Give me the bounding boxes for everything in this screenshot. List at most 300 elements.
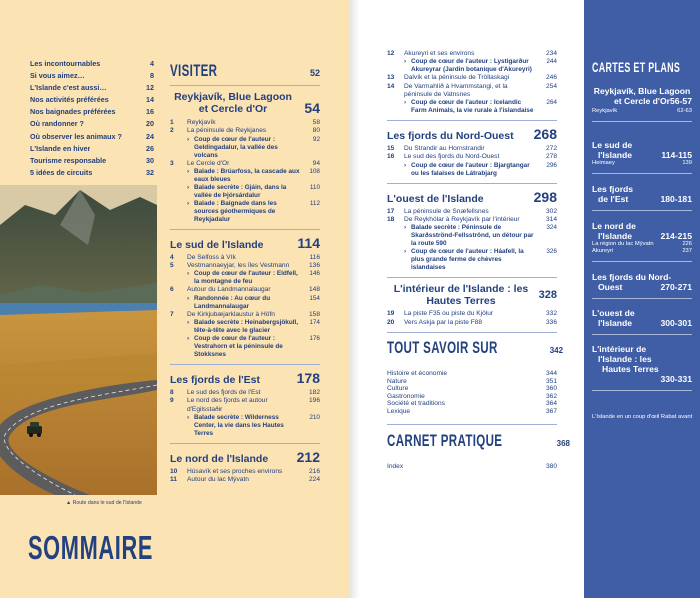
divider	[387, 332, 557, 333]
map-title: l'Islande	[598, 150, 633, 160]
photo-caption: ▲ Route dans le sud de l'Islande	[66, 500, 142, 506]
section-carnet	[387, 430, 570, 471]
map-title: L'intérieur de	[592, 344, 647, 354]
toc-subitem[interactable]	[170, 295, 320, 311]
toc-subitem-page: 244	[546, 58, 557, 66]
toc-item[interactable]	[170, 311, 320, 319]
toc-item-text: Vers Askja par la piste F88	[404, 318, 483, 326]
map-sub-row	[592, 241, 692, 248]
toc-item-text: Autour du Landmannalaugar	[187, 286, 271, 294]
toc-item[interactable]	[387, 216, 557, 224]
toc-item-text: La péninsule de Reykjanes	[187, 127, 267, 135]
toc-item[interactable]	[170, 254, 320, 262]
toc-item-number: 11	[170, 476, 177, 484]
toc-item[interactable]	[387, 153, 557, 161]
toc-subitem-text: Balade secrète : Wilderness Center, la vie dans les Hautes Terres	[194, 413, 284, 437]
intro-list-item[interactable]	[30, 131, 154, 143]
toc-item-page: 360	[545, 385, 557, 393]
intro-item-label: Tourisme responsable	[30, 155, 107, 165]
intro-item-page: 14	[146, 95, 154, 105]
section-list	[170, 119, 320, 224]
toc-item-page: 246	[545, 74, 557, 82]
toc-subitem-text: Randonnée : Au cœur du Landmannalaugar	[194, 294, 271, 310]
toc-item-text: Du Strandir au Hornstrandir	[404, 145, 485, 153]
toc-item-page: 58	[312, 119, 320, 126]
intro-list-item[interactable]	[30, 58, 154, 70]
toc-item[interactable]	[387, 378, 557, 386]
divider	[592, 173, 692, 174]
intro-list-item[interactable]	[30, 118, 154, 130]
toc-item-text: Dalvík et la péninsule de Tröllaskagi	[404, 74, 510, 82]
toc-item-page: 364	[545, 400, 557, 408]
map-title-line	[592, 364, 692, 374]
map-section-ouest	[592, 308, 692, 335]
map-title-row	[592, 318, 692, 328]
intro-list	[30, 58, 154, 179]
map-sub: Heimaey	[592, 160, 615, 166]
map-sub: Reykjavík	[592, 108, 618, 114]
section-list	[387, 463, 557, 471]
toc-subitem-text: Coup de cœur de l'auteur : Icelandic Farm Animals, la vie rurale à l'islandaise	[411, 99, 534, 115]
toc-subitem-page: 324	[546, 224, 557, 232]
toc-item-number: 18	[387, 216, 395, 224]
divider	[592, 121, 692, 122]
toc-item-text: Akureyri et ses environs	[404, 50, 475, 57]
divider	[170, 85, 320, 86]
intro-list-item[interactable]	[30, 106, 154, 118]
map-title: l'Islande	[598, 318, 633, 328]
toc-item-number: 16	[387, 153, 395, 161]
intro-item-page: 4	[150, 59, 154, 68]
toc-item-page: 272	[545, 145, 557, 153]
intro-list-item[interactable]	[30, 82, 154, 94]
toc-subitem-text: Coup de cœur de l'auteur : Háafell, la plus grande ferme de chèvres islandaises	[411, 248, 524, 272]
toc-item-page: 234	[545, 50, 557, 57]
toc-item-text: Le sud des fjords de l'Est	[187, 389, 261, 397]
section-title: Les fjords de l'Est	[170, 374, 261, 387]
section-list	[170, 468, 320, 485]
section-header	[170, 449, 320, 465]
toc-item[interactable]	[387, 370, 557, 378]
toc-item[interactable]	[170, 160, 320, 168]
intro-item-page: 24	[146, 131, 154, 141]
toc-item-text: De Varmahlíð à Hvammstangi, et la péninsule de Vatnsnes	[404, 82, 508, 98]
toc-indent	[387, 99, 404, 115]
toc-subitem-page: 326	[546, 248, 557, 256]
map-pages: 114-115	[661, 150, 692, 160]
maps-band	[584, 0, 700, 598]
toc-item-number: 10	[170, 467, 178, 475]
map-section-nord-ouest	[592, 272, 692, 299]
arrow-icon: ›	[404, 224, 407, 232]
toc-item-page: 182	[308, 389, 320, 397]
map-title: Le nord de	[592, 221, 636, 231]
map-sub-row	[592, 108, 692, 115]
arrow-icon: ›	[187, 413, 190, 421]
map-title: Ouest	[598, 282, 623, 292]
map-title: Reykjavík, Blue Lagoon et Cercle d'Or	[593, 86, 691, 106]
intro-list-item[interactable]	[30, 143, 154, 155]
toc-subitem[interactable]	[170, 184, 320, 200]
map-section-sud	[592, 140, 692, 174]
toc-subitem[interactable]	[170, 200, 320, 224]
toc-subitem[interactable]	[387, 224, 557, 248]
arrow-icon: ›	[187, 183, 190, 191]
intro-list-item[interactable]	[30, 70, 154, 82]
section-list	[170, 254, 320, 359]
arrow-icon: ›	[404, 248, 407, 256]
map-title-line	[592, 140, 692, 150]
toc-item[interactable]	[387, 83, 557, 100]
map-title-line	[592, 184, 692, 194]
map-title-line	[592, 354, 692, 364]
intro-item-label: Les incontournables	[30, 59, 101, 68]
map-section-interieur	[592, 344, 692, 391]
toc-item-text: Lexique	[387, 407, 411, 415]
divider	[387, 424, 557, 425]
toc-subitem-text: Coup de cœur de l'auteur : Lystigarður Akureyrar (Jardin botanique d'Akureyri)	[411, 58, 532, 74]
toc-item-number: 1	[170, 119, 174, 126]
toc-subitem-text: Balade : Brúarfoss, la cascade aux eaux bleues	[194, 167, 300, 183]
arrow-icon: ›	[187, 319, 190, 327]
toc-item-text: De Reykhólar à Reykjavík par l'intérieur	[404, 216, 520, 224]
map-title: l'Islande : les	[598, 354, 652, 364]
map-sub: La région du lac Mývatn	[592, 241, 654, 247]
toc-item[interactable]	[387, 208, 557, 216]
intro-item-label: Si vous aimez…	[30, 71, 85, 81]
toc-item-number: 6	[170, 286, 174, 294]
toc-subitem[interactable]	[387, 99, 557, 115]
section-sud	[170, 235, 320, 359]
toc-item[interactable]	[387, 145, 557, 153]
toc-item-page: 332	[545, 310, 557, 318]
toc-item-text: Index	[387, 462, 404, 470]
arrow-icon: ›	[187, 270, 190, 278]
toc-indent	[170, 184, 187, 200]
toc-indent	[170, 136, 187, 160]
toc-subitem-text: Balade secrète : Gjáin, dans la vallée de Þjórsárdalur	[194, 183, 287, 199]
intro-item-label: Où randonner ?	[30, 119, 84, 129]
map-section-nord	[592, 221, 692, 262]
map-title: Les fjords	[592, 184, 634, 194]
map-sub-row	[592, 160, 692, 167]
section-title: CARNET PRATIQUE	[387, 430, 503, 450]
arrow-icon: ›	[187, 335, 190, 343]
toc-indent	[387, 162, 404, 178]
toc-item-text: Culture	[387, 385, 409, 393]
toc-indent	[170, 270, 187, 286]
map-pages: 56-57	[670, 96, 692, 106]
toc-item-number: 2	[170, 127, 174, 135]
section-page: 342	[549, 345, 564, 355]
toc-item-number: 20	[387, 318, 395, 326]
toc-item-page: 116	[309, 253, 320, 261]
toc-item[interactable]	[387, 400, 557, 408]
map-title-line	[592, 272, 692, 282]
toc-item-text: Le nord des fjords et autour d'Egilsstaðir	[187, 397, 268, 413]
toc-subitem-page: 146	[309, 270, 320, 278]
toc-subitem-page: 296	[546, 161, 557, 169]
map-title-line	[592, 308, 692, 318]
toc-item-number: 14	[387, 82, 395, 90]
toc-subitem[interactable]	[170, 136, 320, 160]
toc-item[interactable]	[387, 74, 557, 82]
section-title: L'ouest de l'Islande	[387, 192, 484, 205]
toc-subitem-page: 264	[546, 99, 557, 107]
toc-subitem-page: 174	[309, 319, 320, 327]
section-header	[170, 235, 320, 251]
map-sub-pages: 237	[682, 248, 692, 255]
toc-indent	[170, 168, 187, 184]
section-page: 368	[556, 438, 570, 448]
section-nord-ouest	[387, 126, 557, 178]
divider	[592, 334, 692, 335]
toc-item-text: Gastronomie	[387, 392, 425, 400]
toc-item[interactable]	[387, 408, 557, 416]
toc-item-page: 367	[545, 407, 557, 415]
intro-item-page: 20	[146, 119, 154, 129]
toc-subitem-page: 210	[309, 413, 320, 421]
section-page: 328	[538, 289, 557, 302]
toc-item-page: 278	[545, 153, 557, 161]
map-sub-pages: 62-63	[677, 108, 692, 114]
toc-subitem[interactable]	[170, 414, 320, 438]
toc-subitem[interactable]	[170, 335, 320, 359]
toc-subitem-text: Coup de cœur de l'auteur : Vestrahorn et la péninsule de Stokksnes	[194, 335, 283, 359]
toc-item-text: La péninsule de Snæfellsnes	[404, 207, 489, 215]
section-list	[170, 389, 320, 438]
section-header	[387, 337, 564, 358]
section-list	[387, 370, 557, 416]
toc-item[interactable]	[387, 385, 557, 393]
toc-item-number: 3	[170, 159, 174, 167]
toc-item-text: Húsavík et ses proches environs	[187, 467, 283, 475]
section-list	[387, 310, 557, 327]
intro-item-page: 16	[146, 107, 154, 117]
toc-subitem-text: Balade secrète : Péninsule de Skarðsströnd-Fellsströnd, un détour par la route 590	[411, 224, 534, 248]
map-title: Les fjords du Nord-	[592, 272, 672, 282]
toc-item-text: De Kirkjubæjarklaustur à Höfn	[187, 310, 275, 318]
map-section-reykjavik	[592, 86, 692, 122]
toc-item-number: 9	[170, 397, 174, 405]
toc-subitem[interactable]	[170, 270, 320, 286]
toc-item-text: Le sud des fjords du Nord-Ouest	[404, 153, 500, 161]
toc-item[interactable]	[170, 468, 320, 476]
map-title-line	[592, 344, 692, 354]
section-title: Le sud de l'Islande	[170, 238, 264, 251]
toc-subitem-page: 176	[309, 335, 320, 343]
toc-item[interactable]	[170, 127, 320, 135]
section-est	[170, 370, 320, 438]
toc-item-page: 158	[308, 310, 320, 318]
arrow-icon: ›	[404, 161, 407, 169]
toc-item-page: 302	[545, 207, 557, 215]
intro-item-label: Nos activités préférées	[30, 95, 109, 105]
section-header	[387, 189, 557, 205]
map-title-row	[592, 150, 692, 160]
toc-item-page: 380	[545, 462, 557, 470]
intro-item-page: 32	[146, 167, 154, 177]
intro-item-label: L'Islande c'est aussi…	[30, 83, 107, 93]
section-list	[387, 208, 557, 273]
visiter-header	[170, 62, 320, 80]
map-sub-pages: 226	[682, 241, 692, 247]
toc-item[interactable]	[170, 119, 320, 127]
toc-item-number: 13	[387, 74, 395, 82]
divider	[170, 364, 320, 365]
toc-item[interactable]	[170, 286, 320, 294]
toc-item-text: Histoire et économie	[387, 369, 448, 377]
toc-subitem-text: Coup de cœur de l'auteur : Eldfell, la montagne de feu	[194, 270, 298, 286]
toc-item-page: 362	[545, 392, 557, 400]
toc-subitem[interactable]	[387, 162, 557, 178]
toc-subitem-page: 112	[309, 199, 320, 207]
sommaire-title: SOMMAIRE	[28, 529, 154, 566]
toc-subitem-page: 154	[309, 294, 320, 302]
map-section-est	[592, 184, 692, 211]
section-nord	[170, 449, 320, 485]
toc-indent	[170, 319, 187, 335]
map-title: Le sud de	[592, 140, 633, 150]
intro-list-item[interactable]	[30, 94, 154, 106]
toc-subitem[interactable]	[170, 168, 320, 184]
toc-item-number: 7	[170, 310, 174, 318]
divider	[170, 229, 320, 230]
arrow-icon: ›	[187, 135, 190, 143]
toc-item-page: 336	[545, 318, 557, 326]
toc-subitem-text: Coup de cœur de l'auteur : Bjargtangar ou les falaises de Látrabjarg	[411, 161, 530, 177]
toc-item-text: Nature	[387, 377, 407, 385]
toc-item-number: 19	[387, 310, 395, 318]
intro-item-label: Nos baignades préférées	[30, 107, 116, 117]
toc-indent	[170, 414, 187, 438]
divider	[387, 120, 557, 121]
toc-item-page: 94	[312, 159, 320, 167]
toc-item-number: 8	[170, 389, 174, 397]
intro-item-page: 12	[146, 83, 154, 93]
section-page: 298	[533, 188, 557, 205]
map-pages: 214-215	[660, 231, 692, 241]
toc-indent	[170, 200, 187, 224]
toc-indent	[170, 335, 187, 359]
toc-subitem-text: Coup de cœur de l'auteur : Geldingadalur, la vallée des volcans	[194, 135, 278, 159]
map-pages: 300-301	[660, 318, 692, 328]
toc-item-text: Reykjavík	[187, 119, 216, 126]
section-header	[387, 283, 557, 307]
toc-subitem-page: 108	[309, 167, 320, 175]
map-title: L'ouest de	[592, 308, 635, 318]
arrow-icon: ›	[187, 294, 190, 302]
map-title: de l'Est	[598, 194, 629, 204]
section-header	[387, 126, 557, 142]
toc-subitem[interactable]	[170, 319, 320, 335]
toc-subitem-text: Balade secrète : Heinabergsjökull, tête-à-tête avec le glacier	[194, 319, 299, 335]
arrow-icon: ›	[187, 199, 190, 207]
toc-right-column	[387, 50, 570, 471]
intro-item-label: Où observer les animaux ?	[30, 131, 122, 141]
toc-item-page: 216	[308, 467, 320, 475]
toc-item[interactable]	[387, 463, 557, 471]
toc-item-page: 344	[545, 369, 557, 377]
toc-subitem-text: Balade : Baignade dans les sources géothermiques de Reykjadalur	[194, 199, 277, 223]
toc-item[interactable]	[170, 262, 320, 270]
map-pages: 180-181	[660, 194, 692, 204]
map-sub-row	[592, 248, 692, 255]
section-page: 54	[304, 100, 320, 116]
page-gutter	[350, 0, 360, 598]
map-title: Hautes Terres	[602, 364, 659, 374]
toc-item[interactable]	[387, 319, 557, 327]
intro-list-item[interactable]	[30, 155, 154, 167]
map-title-row	[592, 231, 692, 241]
visiter-column	[170, 62, 320, 485]
map-pages: 330-331	[660, 374, 692, 384]
toc-item-text: Le Cercle d'Or	[187, 159, 230, 167]
intro-item-label: L'Islande en hiver	[30, 143, 91, 153]
toc-item-text: La piste F35 ou piste du Kjölur	[404, 310, 494, 318]
toc-subitem-page: 92	[312, 135, 320, 143]
toc-subitem-page: 110	[309, 183, 320, 191]
toc-item-page: 148	[308, 286, 320, 294]
section-interieur	[387, 283, 557, 327]
arrow-icon: ›	[404, 99, 407, 107]
section-title: L'intérieur de l'Islande : les Hautes Terres	[393, 283, 529, 308]
toc-item-number: 5	[170, 262, 174, 270]
section-title: Les fjords du Nord-Ouest	[387, 130, 514, 143]
road-landscape-illustration	[0, 185, 157, 495]
divider	[170, 443, 320, 444]
toc-subitem[interactable]	[387, 248, 557, 272]
section-page: 178	[296, 370, 320, 387]
section-reykjavik	[170, 91, 320, 224]
section-tout-savoir	[387, 337, 564, 416]
toc-item[interactable]	[170, 476, 320, 484]
intro-item-page: 30	[146, 155, 154, 165]
toc-item-page: 80	[312, 127, 320, 135]
toc-subitem[interactable]	[387, 58, 557, 74]
toc-item[interactable]	[170, 389, 320, 397]
toc-item-text: Vestmannaeyjar, les îles Vestmann	[187, 262, 290, 270]
toc-item-text: Autour du lac Mývatn	[187, 476, 249, 484]
toc-item-page: 254	[545, 82, 557, 90]
section-title: Le nord de l'Islande	[170, 452, 269, 465]
section-header	[170, 91, 320, 115]
section-title: Reykjavík, Blue Lagoon et Cercle d'Or	[174, 91, 292, 115]
toc-item-number: 17	[387, 207, 395, 215]
toc-indent	[387, 224, 404, 248]
map-title-row	[592, 194, 692, 204]
toc-item-page: 351	[545, 377, 557, 385]
divider	[592, 390, 692, 391]
toc-item-text: De Selfoss à Vík	[187, 253, 236, 261]
toc-item-page: 314	[545, 216, 557, 224]
toc-indent	[170, 295, 187, 311]
visiter-page: 52	[309, 68, 320, 78]
divider	[592, 210, 692, 211]
toc-item[interactable]	[387, 393, 557, 401]
map-pages: 270-271	[660, 282, 692, 292]
intro-list-item[interactable]	[30, 167, 154, 179]
toc-item[interactable]	[170, 397, 320, 414]
maps-title: CARTES ET PLANS	[592, 60, 681, 75]
section-page: 114	[297, 234, 320, 251]
toc-item-page: 136	[308, 262, 320, 270]
intro-item-page: 8	[150, 71, 154, 81]
map-title: l'Islande	[598, 231, 633, 241]
section-ouest	[387, 189, 557, 273]
toc-item[interactable]	[387, 310, 557, 318]
map-title-line	[592, 221, 692, 231]
